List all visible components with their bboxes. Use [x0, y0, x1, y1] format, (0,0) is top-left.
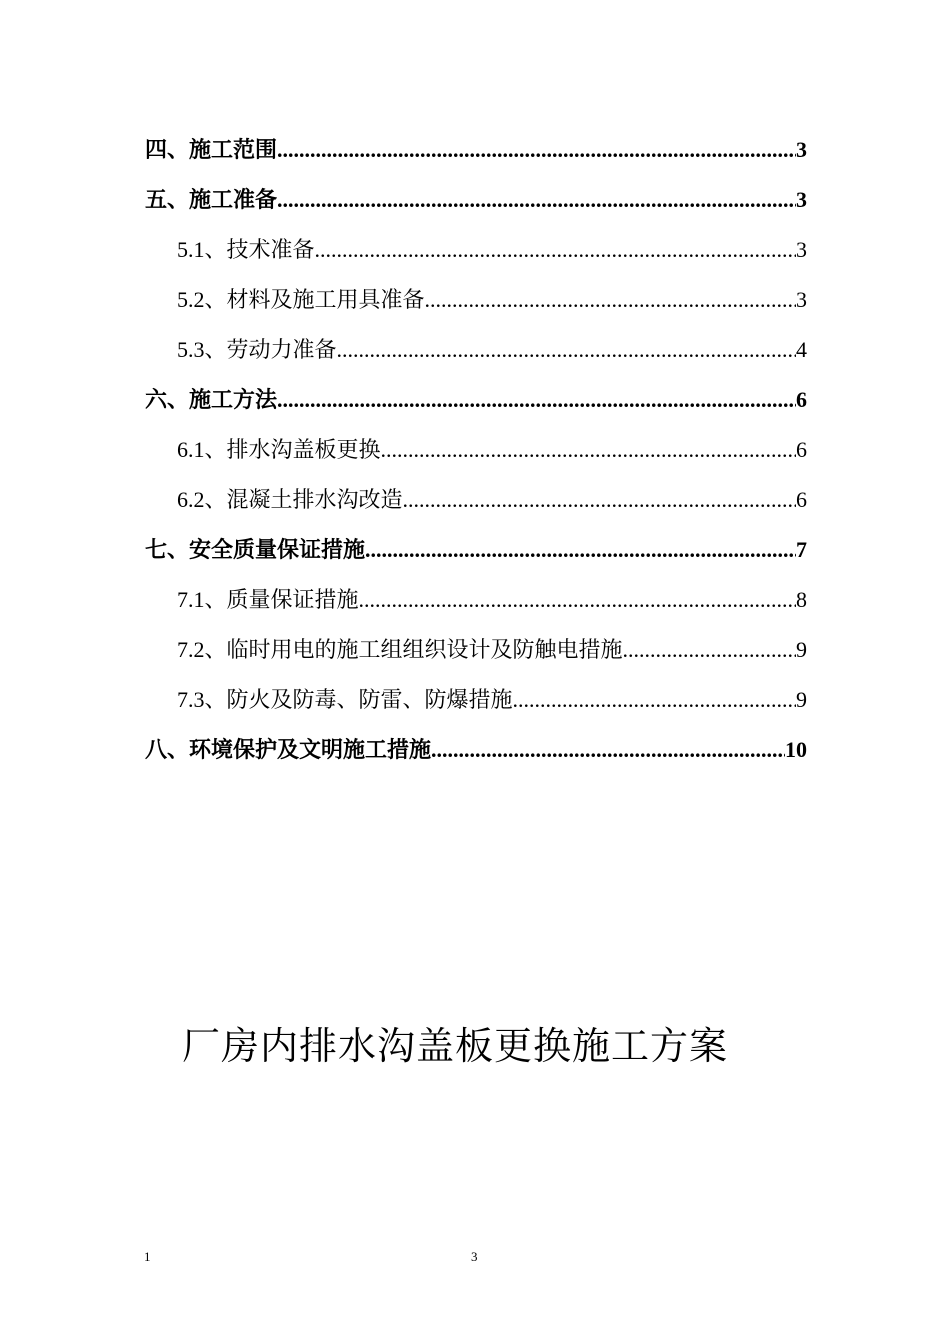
- toc-dot-leader: [359, 578, 796, 622]
- toc-page-number: 7: [796, 537, 807, 562]
- toc-dot-leader: [513, 678, 796, 722]
- toc-page-number: 3: [796, 287, 807, 312]
- toc-entry-text: 八、环境保护及文明施工措施: [145, 737, 432, 762]
- toc-entry[interactable]: [145, 228, 807, 278]
- toc-entry[interactable]: [145, 678, 807, 728]
- toc-page-number: 3: [796, 237, 807, 262]
- toc-entry-text: 6.2、混凝土排水沟改造: [177, 487, 403, 512]
- toc-dot-leader: [425, 278, 796, 322]
- toc-entry-text: 7.2、临时用电的施工组组织设计及防触电措施: [177, 637, 623, 662]
- toc-entry[interactable]: [145, 328, 807, 378]
- toc-entry[interactable]: [145, 478, 807, 528]
- toc-dot-leader: [277, 128, 796, 172]
- toc-entry[interactable]: [145, 628, 807, 678]
- toc-entry-text: 七、安全质量保证措施: [145, 537, 366, 562]
- toc-entry[interactable]: [145, 178, 807, 228]
- toc-entry-text: 5.3、劳动力准备: [177, 337, 337, 362]
- toc-page-number: 3: [796, 137, 807, 162]
- footer-page-number: 3: [471, 1249, 478, 1264]
- toc-dot-leader: [431, 728, 785, 772]
- document-title: 厂房内排水沟盖板更换施工方案: [181, 1024, 728, 1068]
- toc-page-number: 4: [796, 337, 807, 362]
- toc-entry-text: 7.3、防火及防毒、防雷、防爆措施: [177, 687, 513, 712]
- footer-left-number: 1: [144, 1249, 151, 1264]
- toc-entry[interactable]: [145, 528, 807, 578]
- toc-entry[interactable]: [145, 378, 807, 428]
- toc-dot-leader: [403, 478, 796, 522]
- toc-entry-text: 5.1、技术准备: [177, 237, 315, 262]
- toc-page-number: 9: [796, 637, 807, 662]
- toc-entry[interactable]: [145, 578, 807, 628]
- toc-page-number: 8: [796, 587, 807, 612]
- toc-page-number: 9: [796, 687, 807, 712]
- toc-entry-text: 五、施工准备: [145, 187, 278, 212]
- toc-page-number: 6: [796, 437, 807, 462]
- toc-dot-leader: [623, 628, 796, 672]
- toc-entry-text: 六、施工方法: [145, 387, 278, 412]
- toc-entry[interactable]: [145, 728, 807, 778]
- toc-dot-leader: [315, 228, 796, 272]
- toc-page-number: 6: [796, 387, 807, 412]
- toc-entry-text: 6.1、排水沟盖板更换: [177, 437, 381, 462]
- toc-entry[interactable]: [145, 428, 807, 478]
- toc-entry[interactable]: [145, 278, 807, 328]
- toc-entry[interactable]: [145, 128, 807, 178]
- toc-dot-leader: [337, 328, 796, 372]
- toc-dot-leader: [277, 178, 796, 222]
- toc-page-number: 6: [796, 487, 807, 512]
- toc-dot-leader: [381, 428, 796, 472]
- toc-page-number: 3: [796, 187, 807, 212]
- toc-dot-leader: [277, 378, 796, 422]
- toc-dot-leader: [365, 528, 796, 572]
- toc-entry-text: 7.1、质量保证措施: [177, 587, 359, 612]
- toc-entry-text: 四、施工范围: [145, 137, 278, 162]
- table-of-contents: [145, 128, 807, 778]
- toc-page-number: 10: [785, 737, 807, 762]
- toc-entry-text: 5.2、材料及施工用具准备: [177, 287, 425, 312]
